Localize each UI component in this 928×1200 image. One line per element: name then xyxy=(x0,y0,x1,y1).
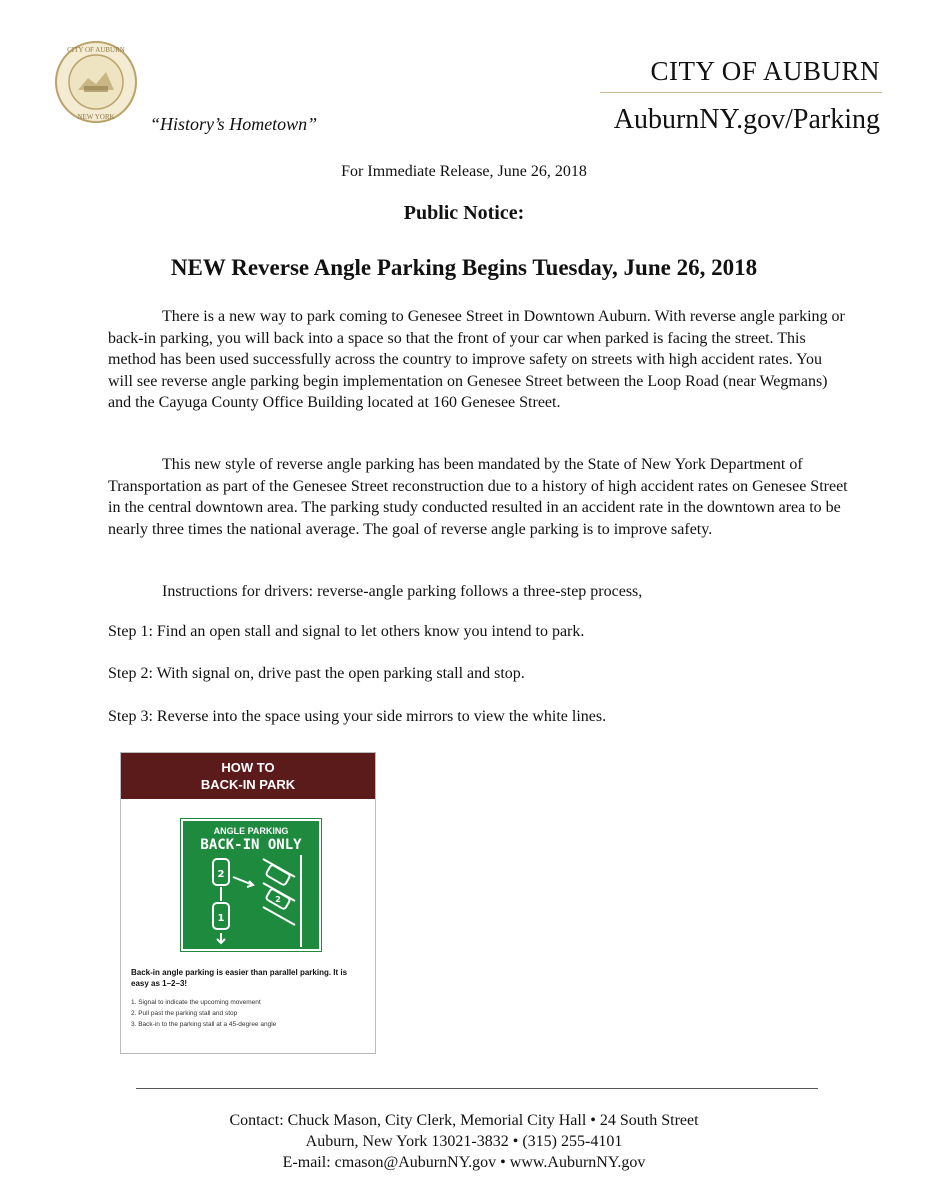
back-in-only-sign xyxy=(181,819,321,951)
svg-text:2: 2 xyxy=(275,895,281,904)
poster-step-2: 2. Pull past the parking stall and stop xyxy=(131,1010,238,1017)
footer-divider xyxy=(136,1088,818,1089)
poster-steps xyxy=(131,997,367,1030)
back-in-parking-poster xyxy=(120,752,376,1054)
svg-text:2: 2 xyxy=(217,869,225,880)
city-motto: “History’s Hometown” xyxy=(150,114,318,134)
footer-email-web: E-mail: cmason@AuburnNY.gov • www.AuburnNY.gov xyxy=(282,1154,646,1171)
sign-title-back-in-only: BACK-IN ONLY xyxy=(200,837,302,853)
svg-text:CITY OF AUBURN: CITY OF AUBURN xyxy=(67,46,125,54)
poster-header-line-2: BACK-IN PARK xyxy=(200,777,296,792)
paragraph-instructions: Instructions for drivers: reverse-angle parking follows a three-step process, xyxy=(162,583,643,600)
poster-step-3: 3. Back-in to the parking stall at a 45-degree angle xyxy=(131,1021,277,1028)
letterhead-divider xyxy=(600,92,882,93)
poster-header-line-1: HOW TO xyxy=(221,760,275,775)
parking-website: AuburnNY.gov/Parking xyxy=(613,104,880,135)
paragraph-intro: There is a new way to park coming to Genesee Street in Downtown Auburn. With reverse angle parking or back-in parking, you will back into a space so that the front of your car when parked is facing the street. This method has been used successfully across the country to improve safety on streets with high accident rates. You will see reverse angle parking begin implementation on Genesee Street between the Loop Road (near Wegmans) and the Cayuga County Office Building located at 160 Genesee Street. xyxy=(108,308,845,412)
headline: NEW Reverse Angle Parking Begins Tuesday, June 26, 2018 xyxy=(170,255,758,280)
paragraph-mandate: This new style of reverse angle parking has been mandated by the State of New York Department of Transportation as part of the Genesee Street reconstruction due to a history of high accident rates on Genesee Street in the central downtown area. The parking study conducted resulted in an accident rate in the downtown area to be nearly three times the national average. The goal of reverse angle parking is to improve safety. xyxy=(108,456,848,538)
poster-step-1: 1. Signal to indicate the upcoming movement xyxy=(131,999,261,1006)
city-seal-logo xyxy=(54,40,138,124)
release-date-line: For Immediate Release, June 26, 2018 xyxy=(341,163,587,180)
footer-contact: Contact: Chuck Mason, City Clerk, Memorial City Hall • 24 South Street xyxy=(229,1112,699,1129)
step-2: Step 2: With signal on, drive past the open parking stall and stop. xyxy=(108,665,525,682)
step-3: Step 3: Reverse into the space using your side mirrors to view the white lines. xyxy=(108,708,607,725)
svg-text:1: 1 xyxy=(217,913,225,924)
parking-diagram-icon xyxy=(183,855,319,947)
sign-title-angle-parking: ANGLE PARKING xyxy=(213,826,289,836)
notice-heading: Public Notice: xyxy=(403,202,525,224)
poster-caption: Back-in angle parking is easier than parallel parking. It is easy as 1–2–3! xyxy=(131,968,348,988)
poster-header xyxy=(121,753,375,799)
svg-text:NEW YORK: NEW YORK xyxy=(77,113,115,121)
city-name: CITY OF AUBURN xyxy=(650,56,880,86)
footer-address: Auburn, New York 13021-3832 • (315) 255-4101 xyxy=(305,1133,623,1150)
step-1: Step 1: Find an open stall and signal to let others know you intend to park. xyxy=(108,623,585,640)
